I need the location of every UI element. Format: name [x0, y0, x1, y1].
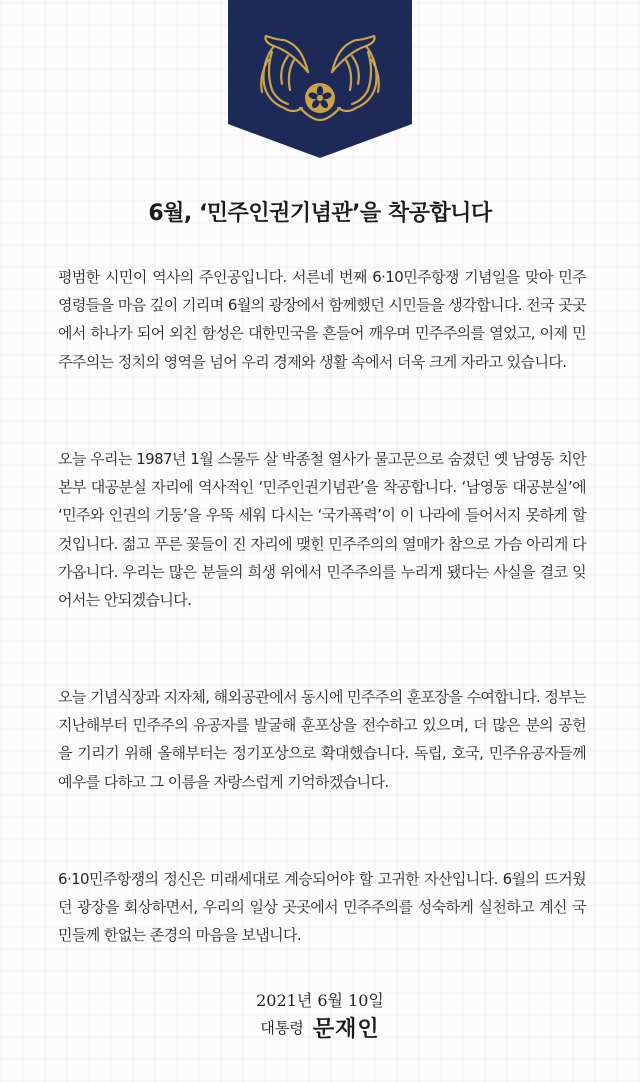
phoenix-emblem-icon: [228, 0, 412, 158]
paragraph-4: 6·10민주항쟁의 정신은 미래세대로 계승되어야 할 고귀한 자산입니다. 6월의 뜨거웠던 광장을 회상하면서, 우리의 일상 곳곳에서 민주주의를 성숙하게 실천하고 계신 국민들께 한없는 존경의 마음을 보냅니다.: [58, 870, 586, 945]
paragraph-1: 평범한 시민이 역사의 주인공입니다. 서른네 번째 6·10민주항쟁 기념일을 맞아 민주 영령들을 마음 깊이 기리며 6월의 광장에서 함께했던 시민들을 생각합니다. 전국 곳곳에서 하나가 되어 외친 함성은 대한민국을 흔들어 깨우며 민주주의를 열었고, 이제 민주주의는 정치의 영역을 넘어 우리 경제와 생활 속에서 더욱 크게 자라고 있습니다.: [58, 268, 586, 371]
emblem-banner: [228, 0, 412, 158]
signature-line: [0, 1012, 640, 1043]
mugunghwa-icon: [305, 83, 335, 113]
signature-role: 대통령: [260, 1019, 304, 1037]
paragraph-3: 오늘 기념식장과 지자체, 해외공관에서 동시에 민주주의 훈포장을 수여합니다. 정부는 지난해부터 민주주의 유공자를 발굴해 훈포상을 전수하고 있으며, 더 많은 분의 공헌을 기리기 위해 올해부터는 정기포상으로 확대했습니다. 독립, 호국, 민주유공자들께 예우를 다하고 그 이름을 자랑스럽게 기억하겠습니다.: [58, 688, 586, 791]
signature-date: 2021년 6월 10일: [256, 991, 384, 1010]
paragraph-2: 오늘 우리는 1987년 1월 스물두 살 박종철 열사가 물고문으로 숨졌던 옛 남영동 치안본부 대공분실 자리에 역사적인 ‘민주인권기념관’을 착공합니다. ‘남영동 대공분실’에 ‘민주와 인권의 기둥’을 우뚝 세워 다시는 ‘국가폭력’이 이 나라에 들어서지 못하게 할 것입니다. 젊고 푸른 꽃들이 진 자리에 맺힌 민주주의의 열매가 참으로 가슴 아리게 다가옵니다. 우리는 많은 분들의 희생 위에서 민주주의를 누리게 됐다는 사실을 결코 잊어서는 안되겠습니다.: [58, 450, 586, 610]
signature-name: 문재인: [312, 1016, 380, 1042]
page-title: 6월, ‘민주인권기념관’을 착공합니다: [148, 201, 492, 226]
presidential-emblem: [228, 0, 412, 158]
